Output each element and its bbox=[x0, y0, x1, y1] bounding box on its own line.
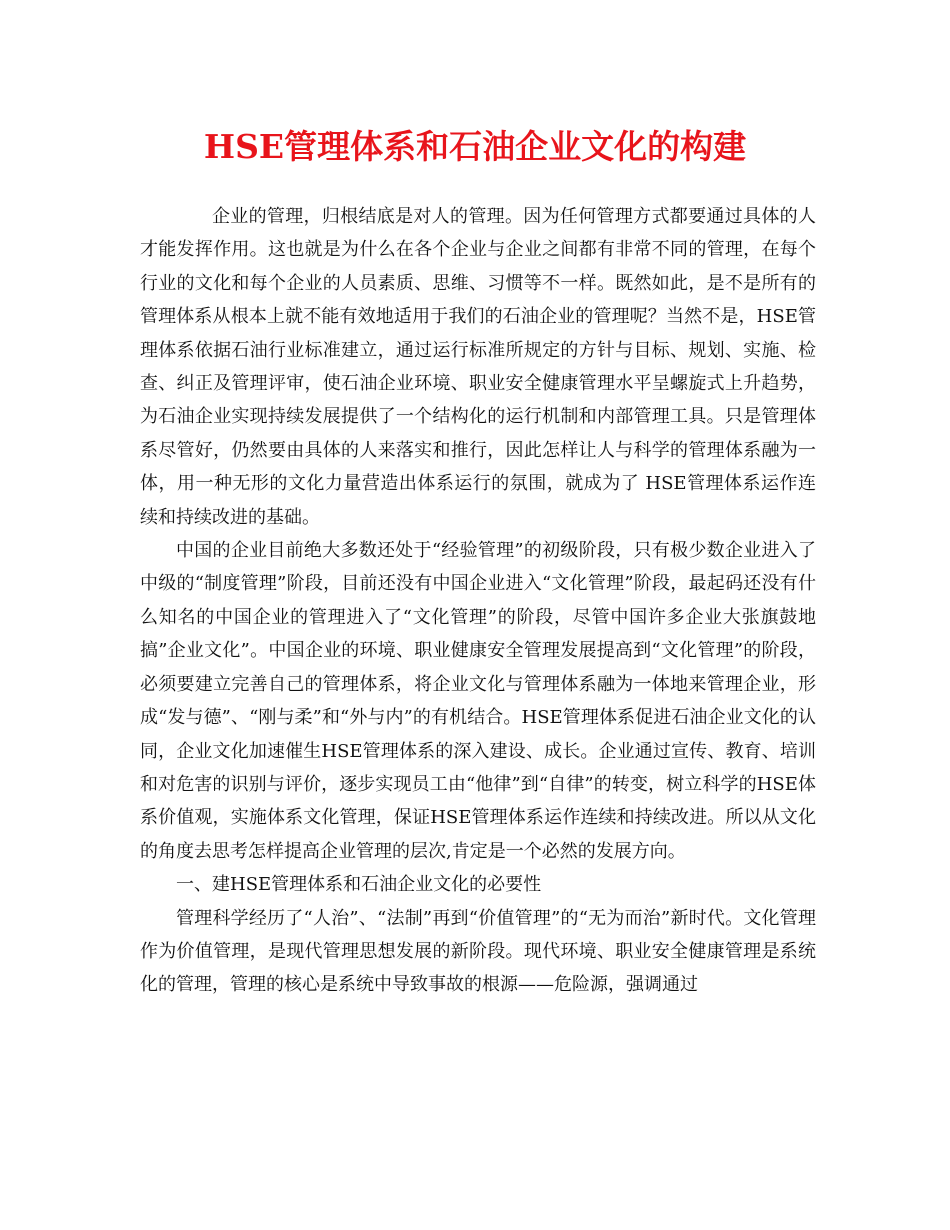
section-heading-necessity: 一、建HSE管理体系和石油企业文化的必要性 bbox=[176, 874, 542, 896]
document-body bbox=[140, 200, 816, 1002]
paragraph-intro: 企业的管理，归根结底是对人的管理。因为任何管理方式都要通过具体的人才能发挥作用。这也就是为什么在各个企业与企业之间都有非常不同的管理，在每个行业的文化和每个企业的人员素质、思维、习惯等不一样。既然如此，是不是所有的管理体系从根本上就不能有效地适用于我们的石油企业的管理呢？当然不是，HSE管理体系依据石油行业标准建立，通过运行标准所规定的方针与目标、规划、实施、检查、纠正及管理评审，使石油企业环境、职业安全健康管理水平呈螺旋式上升趋势，为石油企业实现持续发展提供了一个结构化的运行机制和内部管理工具。只是管理体系尽管好，仍然要由具体的人来落实和推行，因此怎样让人与科学的管理体系融为一体，用一种无形的文化力量营造出体系运行的氛围，就成为了 HSE管理体系运作连续和持续改进的基础。 bbox=[140, 206, 816, 528]
paragraph-current-stage: 中国的企业目前绝大多数还处于“经验管理”的初级阶段，只有极少数企业进入了中级的“制度管理”阶段，目前还没有中国企业进入“文化管理”阶段，最起码还没有什么知名的中国企业的管理进入了“文化管理”的阶段，尽管中国许多企业大张旗鼓地搞”企业文化”。中国企业的环境、职业健康安全管理发展提高到“文化管理”的阶段，必须要建立完善自己的管理体系，将企业文化与管理体系融为一体地来管理企业，形成“发与德”、“刚与柔”和“外与内”的有机结合。HSE管理体系促进石油企业文化的认同，企业文化加速催生HSE管理体系的深入建设、成长。企业通过宣传、教育、培训和对危害的识别与评价，逐步实现员工由“他律”到“自律”的转变，树立科学的HSE体系价值观，实施体系文化管理，保证HSE管理体系运作连续和持续改进。所以从文化的角度去思考怎样提高企业管理的层次,肯定是一个必然的发展方向。 bbox=[140, 540, 816, 862]
paragraph-management-science: 管理科学经历了“人治”、“法制”再到“价值管理”的“无为而治”新时代。文化管理作为价值管理，是现代管理思想发展的新阶段。现代环境、职业安全健康管理是系统化的管理，管理的核心是系统中导致事故的根源——危险源，强调通过 bbox=[140, 907, 816, 996]
document-title: HSE管理体系和石油企业文化的构建 bbox=[203, 127, 747, 166]
